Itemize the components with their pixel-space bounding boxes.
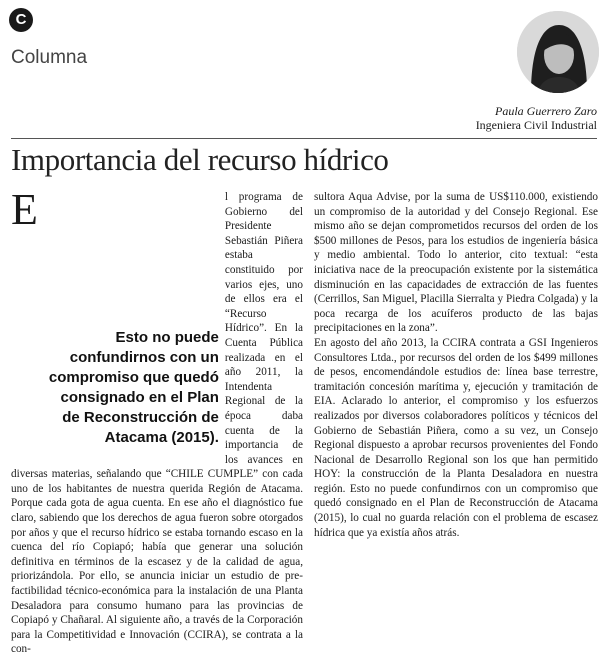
pull-quote: Esto no puede confundirnos con un compromiso que quedó consignado en el Plan de Reconstrucción de Atacama (2015). (48, 329, 219, 446)
section-label: Columna (11, 47, 88, 68)
author-photo (517, 11, 599, 93)
right-paragraph-1: sultora Aqua Advise, por la suma de US$110.000, existiendo un compromiso de la autoridad y del Consejo Regional. Ese mismo año se dejan comprometidos recursos del orden de los $500 millones de Pesos, para los estudios de ingeniería básica y medio ambiental. Todo lo anterior, cito textual: “esta iniciativa nace de la preocupación existente por la sistemática disminución en las capacidades de extracción de las fuentes (Cerrillos, San Miguel, Placilla Sierralta y Piedra Colgada) y la poca recarga de los acuíferos producto de las bajas precipitaciones en la zona”. (314, 191, 598, 335)
drop-cap: E (11, 185, 38, 234)
author-byline (476, 104, 597, 132)
section-badge: C (9, 8, 33, 32)
header-divider (11, 138, 597, 139)
left-intro-text: l programa de Gobierno del Presidente Sebastián Piñera estaba constituido por varios ejes, uno de ellos era el “Recurso Hídrico”. En la Cuenta Pública realizada en el año 2011, la Intendenta Regional de la época daba cuenta de la importancia de los avances en diversas materias, señalando que “CHILE CUMPLE” con cada uno de los habitantes de nuestra querida Región de Atacama. Porque cada gota de agua cuenta. En ese año el diagnóstico fue claro, sabiendo que los derechos de agua fueron sobre otorgados por años y que el recurso hídrico se estaba tornando escaso en la cuenca del río Copiapó; había que generar una solución definitiva en términos de la escasez y de la calidad de agua, priorizándola. Por ello, se anuncia iniciar un estudio de pre-factibilidad técnico-económica para la instalación de una Planta Desaladora para consumo humano para las provincias de Copiapó y Chañaral. Al siguiente año, a través de la Corporación para la Competitividad e Innovación (CCIRA), se contrata a la con- (11, 191, 303, 656)
right-paragraph-2: En agosto del año 2013, la CCIRA contrata a GSI Ingenieros Consultores Ltda., por recursos del orden de los $499 millones de pesos, encomendándole estudios de: línea base terrestre, tramitación concesión marítima y, ejecución y tramitación de EIA. Aclarado lo anterior, el compromiso y los esfuerzos realizados por diversos colaboradores políticos y técnicos del Gobierno de Sebastián Piñera, como a su vez, un Consejo Regional dispuesto a aprobar recursos provenientes del Fondo Nacional de Desarrollo Regional son los que han permitido HOY: la construcción de la Planta Desaladora en nuestra región. Esto no puede confundirnos con un compromiso que quedó consignado en el Plan de Reconstrucción de Atacama (2015), lo cual no guarda relación con el problema de escasez hídrica que ya existía años atrás. (314, 336, 598, 539)
author-portrait-icon (517, 11, 599, 93)
article-column-left (11, 185, 303, 657)
left-column-text (11, 185, 303, 657)
author-role: Ingeniera Civil Industrial (475, 118, 597, 132)
article-headline: Importancia del recurso hídrico (11, 142, 389, 177)
author-name: Paula Guerrero Zaro (495, 104, 597, 118)
article-column-right (314, 190, 598, 552)
